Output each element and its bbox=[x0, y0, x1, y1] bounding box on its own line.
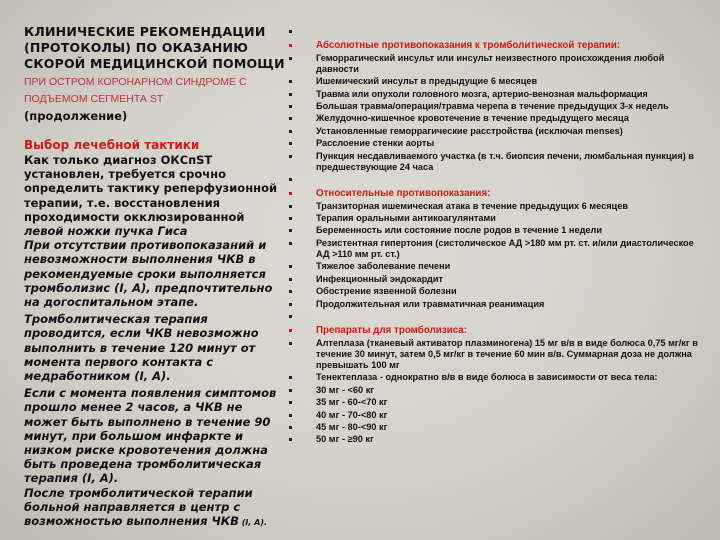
paragraph-thrombolysis: При отсутствии противопоказаний и невозможности выполнения ЧКВ в рекомендуемые сроки выполняется тромболизис (I, А), предпочтительно на догоспитальном этапе. bbox=[24, 238, 273, 310]
list-item: Большая травма/операция/травма черепа в течение предыдущих 3-х недель bbox=[286, 101, 706, 112]
list-item: Алтеплаза (тканевый активатор плазминогена) 15 мг в/в в виде болюса 0,75 мг/кг в течение 30 минут, затем 0,5 мг/кг в течение 60 мин в/в. Суммарная доза не должна превышать 100 мг bbox=[286, 338, 706, 372]
paragraph-after-therapy bbox=[24, 486, 286, 531]
list-item: Установленные геморрагические расстройства (исключая menses) bbox=[286, 126, 706, 137]
list-item bbox=[286, 26, 706, 37]
list-item: Терапия оральными антикоагулянтами bbox=[286, 213, 706, 224]
list-item: Травма или опухоли головного мозга, артерио-венозная мальформация bbox=[286, 89, 706, 100]
slide-subtitle: ПРИ ОСТРОМ КОРОНАРНОМ СИНДРОМЕ С ПОДЪЕМОМ СЕГМЕНТА ST bbox=[24, 76, 247, 105]
left-column bbox=[24, 24, 286, 530]
list-item: Тенектеплаза - однократно в/в в виде болюса в зависимости от веса тела: bbox=[286, 372, 706, 383]
evidence-ref: (I, А). bbox=[238, 518, 268, 528]
contraindications-list bbox=[286, 26, 706, 447]
list-heading: Препараты для тромболизиса: bbox=[286, 325, 706, 336]
list-item: Продолжительная или травматичная реанимация bbox=[286, 299, 706, 310]
list-heading: Относительные противопоказания: bbox=[286, 188, 706, 199]
paragraph-text: Как только диагноз ОКСпST установлен, требуется срочно определить тактику реперфузионной терапии, т.е. восстановления проходимости окклюзированной bbox=[24, 153, 278, 224]
list-item: Беременность или состояние после родов в течение 1 недели bbox=[286, 225, 706, 236]
paragraph-text: После тромболитической терапии больной направляется в центр с возможностью выполнения ЧКВ bbox=[24, 485, 253, 529]
list-item: 40 мг - 70-<80 кг bbox=[286, 410, 706, 421]
section-heading: Выбор лечебной тактики bbox=[24, 138, 200, 152]
list-item: Расслоение стенки аорты bbox=[286, 138, 706, 149]
list-item: Геморрагический инсульт или инсульт неизвестного происхождения любой давности bbox=[286, 53, 706, 75]
continuation-label: (продолжение) bbox=[24, 109, 128, 123]
list-item: Желудочно-кишечное кровотечение в течение предыдущего месяца bbox=[286, 113, 706, 124]
list-item: Резистентная гипертония (систолическое АД >180 мм рт. ст. и/или диастолическое АД >110 мм рт. ст.) bbox=[286, 238, 706, 260]
list-item: 35 мг - 60-<70 кг bbox=[286, 397, 706, 408]
list-item: 30 мг - <60 кг bbox=[286, 385, 706, 396]
list-item: 45 мг - 80-<90 кг bbox=[286, 422, 706, 433]
list-item: 50 мг - ≥90 кг bbox=[286, 434, 706, 445]
paragraph-italic-text: левой ножки пучка Гиса bbox=[24, 224, 188, 239]
slide-title: КЛИНИЧЕСКИЕ РЕКОМЕНДАЦИИ (ПРОТОКОЛЫ) ПО ОКАЗАНИЮ СКОРОЙ МЕДИЦИНСКОЙ ПОМОЩИ bbox=[24, 24, 285, 71]
paragraph-2-hours: Если с момента появления симптомов прошло менее 2 часов, а ЧКВ не может быть выполнено в течение 90 минут, при большом инфаркте и низком риске кровотечения должна быть проведена тромболитическая терапия (I, А). bbox=[24, 386, 277, 486]
paragraph-120-minutes: Тромболитическая терапия проводится, если ЧКВ невозможно выполнить в течение 120 минут от момента первого контакта с медработником (I, А). bbox=[24, 312, 259, 384]
paragraph-diagnosis bbox=[24, 153, 286, 238]
list-item: Транзиторная ишемическая атака в течение предыдущих 6 месяцев bbox=[286, 201, 706, 212]
list-item: Инфекционный эндокардит bbox=[286, 274, 706, 285]
list-item: Ишемический инсульт в предыдущие 6 месяцев bbox=[286, 76, 706, 87]
list-item: Тяжелое заболевание печени bbox=[286, 261, 706, 272]
list-heading: Абсолютные противопоказания к тромболитической терапии: bbox=[286, 40, 706, 51]
list-item: Обострение язвенной болезни bbox=[286, 286, 706, 297]
list-item bbox=[286, 311, 706, 322]
list-item: Пункция несдавливаемого участка (в т.ч. биопсия печени, люмбальная пункция) в предшествующие 24 часа bbox=[286, 151, 706, 173]
list-item bbox=[286, 174, 706, 185]
